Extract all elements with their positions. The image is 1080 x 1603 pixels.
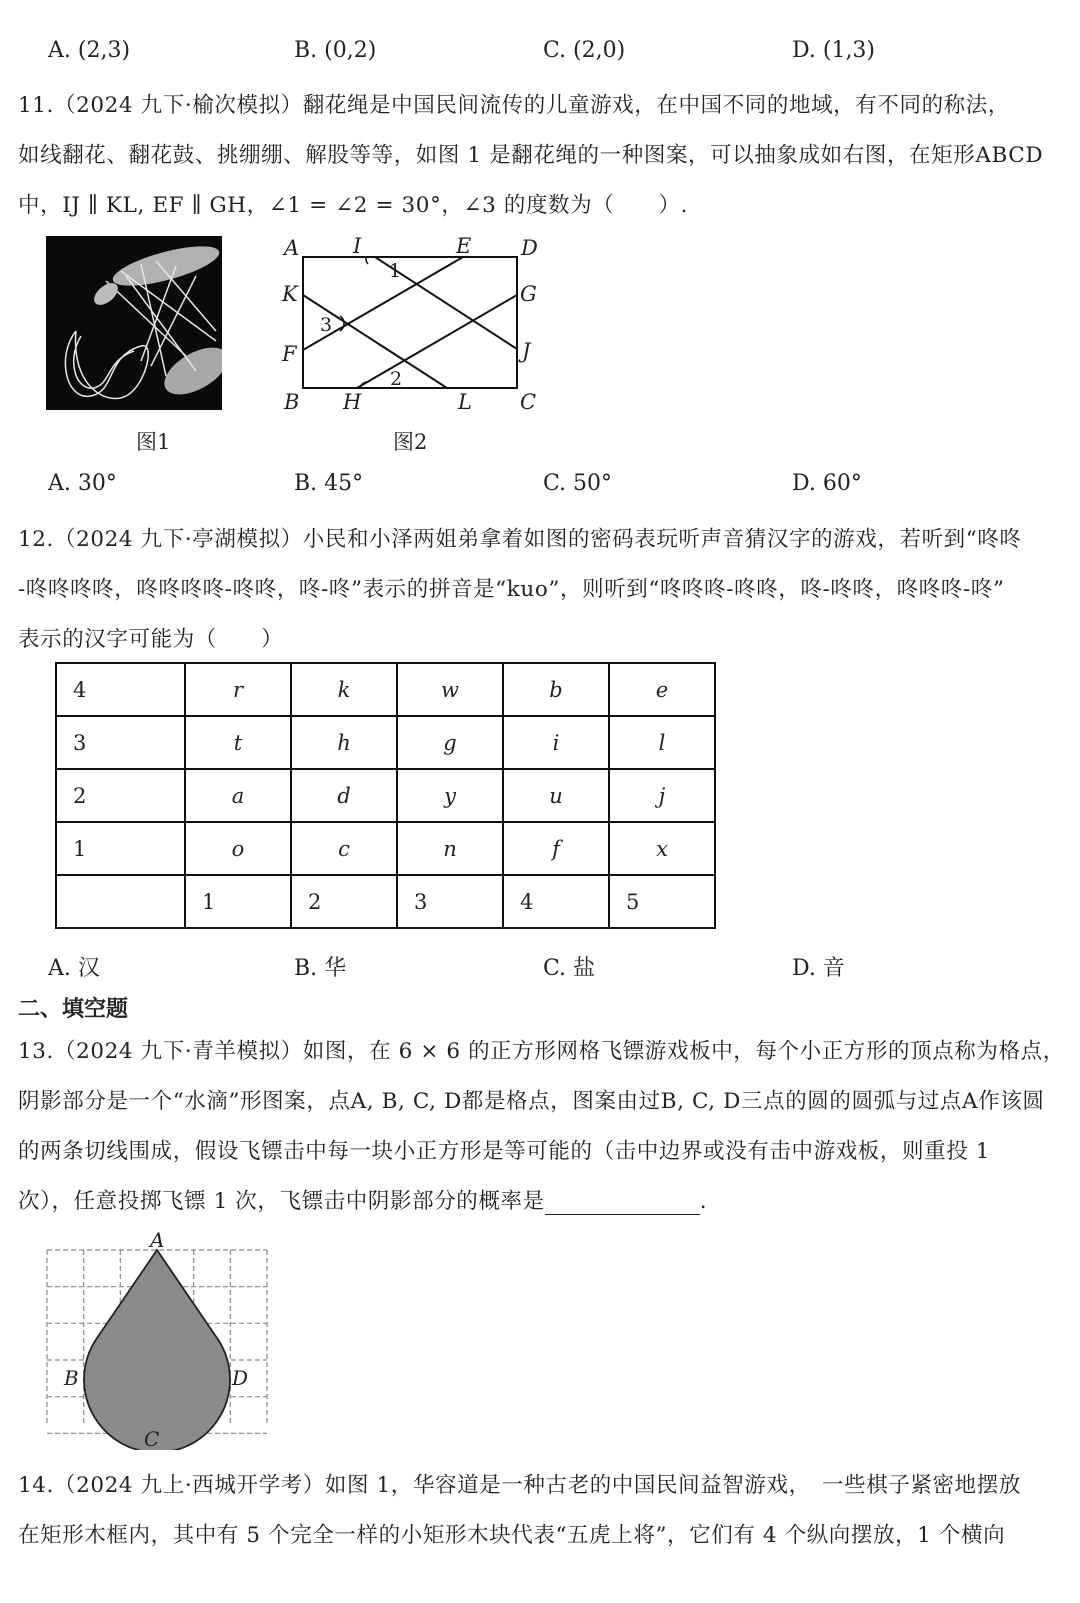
table-cell: k: [291, 663, 397, 716]
q13-line-1: 13.（2024 九下·青羊模拟）如图，在 6 × 6 的正方形网格飞镖游戏板中，每个小正方形的顶点称为格点，: [18, 1039, 1065, 1064]
q12-option-b: B. 华: [294, 956, 347, 981]
point-c-label: C: [520, 390, 537, 414]
table-cell: g: [397, 716, 503, 769]
q11-option-c: C. 50°: [543, 471, 613, 496]
point-l-label: L: [458, 390, 472, 414]
q11-line-2: 如线翻花、翻花鼓、挑绷绷、解股等等，如图 1 是翻花绳的一种图案，可以抽象成如右图，在矩形ABCD: [18, 143, 1044, 168]
row-label: 3: [56, 716, 185, 769]
q13-line-4: 次），任意投掷飞镖 1 次，飞镖击中阴影部分的概率是 .: [18, 1189, 708, 1214]
point-b-label: B: [284, 390, 300, 414]
table-cell: f: [503, 822, 609, 875]
column-label: 2: [291, 875, 397, 928]
table-cell: l: [609, 716, 715, 769]
point-b-label: B: [64, 1366, 79, 1390]
q11-line-1: 11.（2024 九下·榆次模拟）翻花绳是中国民间流传的儿童游戏，在中国不同的地域，有不同的称法，: [18, 93, 1010, 118]
table-cell: t: [185, 716, 291, 769]
q10-option-d: D. (1,3): [792, 38, 876, 63]
point-i-label: I: [353, 234, 362, 258]
table-row: [56, 769, 715, 822]
q11-option-a: A. 30°: [48, 471, 117, 496]
cipher-table: [55, 662, 716, 929]
q11-line-3: 中，IJ ∥ KL, EF ∥ GH，∠1 = ∠2 = 30°，∠3 的度数为（ ）.: [18, 193, 689, 218]
teardrop-shape: [84, 1250, 230, 1450]
corner-cell: [56, 875, 185, 928]
column-label: 3: [397, 875, 503, 928]
table-cell: w: [397, 663, 503, 716]
table-cell: e: [609, 663, 715, 716]
row-label: 4: [56, 663, 185, 716]
point-d-label: D: [521, 236, 538, 260]
point-h-label: H: [343, 390, 362, 414]
q10-option-b: B. (0,2): [294, 38, 377, 63]
row-label: 1: [56, 822, 185, 875]
teardrop-grid-figure: [40, 1230, 280, 1450]
point-g-label: G: [520, 282, 537, 306]
table-cell: y: [397, 769, 503, 822]
angle-2-label: 2: [390, 368, 403, 390]
q12-option-d: D. 音: [792, 956, 845, 981]
column-label: 1: [185, 875, 291, 928]
table-cell: u: [503, 769, 609, 822]
table-cell: b: [503, 663, 609, 716]
q12-option-c: C. 盐: [543, 956, 596, 981]
q12-line-1: 12.（2024 九下·亭湖模拟）小民和小泽两姐弟拿着如图的密码表玩听声音猜汉字的游戏，若听到“咚咚: [18, 527, 1022, 552]
q12-line-2: -咚咚咚咚，咚咚咚咚-咚咚，咚-咚”表示的拼音是“kuo”，则听到“咚咚咚-咚咚，咚-咚咚，咚咚咚-咚”: [18, 577, 1005, 602]
point-f-label: F: [282, 342, 297, 366]
table-cell: r: [185, 663, 291, 716]
point-a-label: A: [150, 1230, 165, 1252]
q13-line-3: 的两条切线围成，假设飞镖击中每一块小正方形是等可能的（击中边界或没有击中游戏板，则重投 1: [18, 1139, 991, 1164]
angle-1-label: 1: [389, 260, 402, 282]
point-a-label: A: [284, 236, 300, 260]
q12-option-a: A. 汉: [48, 956, 100, 981]
section-heading: 二、填空题: [18, 997, 129, 1022]
row-label: 2: [56, 769, 185, 822]
q12-line-3: 表示的汉字可能为（ ）: [18, 627, 284, 652]
answer-blank[interactable]: [545, 1194, 700, 1215]
q10-option-a: A. (2,3): [48, 38, 131, 63]
point-d-label: D: [232, 1366, 249, 1390]
column-label: 5: [609, 875, 715, 928]
table-cell: h: [291, 716, 397, 769]
table-footer-row: [56, 875, 715, 928]
table-row: [56, 716, 715, 769]
q11-option-b: B. 45°: [294, 471, 364, 496]
table-cell: j: [609, 769, 715, 822]
q14-line-1: 14.（2024 九上·西城开学考）如图 1，华容道是一种古老的中国民间益智游戏， 一些棋子紧密地摆放: [18, 1473, 1021, 1498]
figure-2-caption: 图2: [393, 430, 428, 454]
table-cell: n: [397, 822, 503, 875]
point-j-label: J: [522, 339, 531, 363]
point-c-label: C: [144, 1427, 160, 1450]
table-cell: x: [609, 822, 715, 875]
rectangle-diagram: [270, 232, 560, 422]
angle-3-label: 3: [320, 314, 333, 336]
table-cell: o: [185, 822, 291, 875]
q10-option-c: C. (2,0): [543, 38, 626, 63]
table-row: [56, 822, 715, 875]
table-cell: d: [291, 769, 397, 822]
table-cell: i: [503, 716, 609, 769]
table-cell: c: [291, 822, 397, 875]
table-row: [56, 663, 715, 716]
table-cell: a: [185, 769, 291, 822]
point-k-label: K: [282, 282, 298, 306]
figure-1-caption: 图1: [136, 430, 171, 454]
q14-line-2: 在矩形木框内，其中有 5 个完全一样的小矩形木块代表“五虎上将”，它们有 4 个纵向摆放，1 个横向: [18, 1523, 1006, 1548]
q11-option-d: D. 60°: [792, 471, 862, 496]
column-label: 4: [503, 875, 609, 928]
string-game-photo: [46, 236, 222, 410]
q13-line-2: 阴影部分是一个“水滴”形图案，点A, B, C, D都是格点，图案由过B, C, D三点的圆的圆弧与过点A作该圆: [18, 1089, 1045, 1114]
point-e-label: E: [456, 234, 472, 258]
